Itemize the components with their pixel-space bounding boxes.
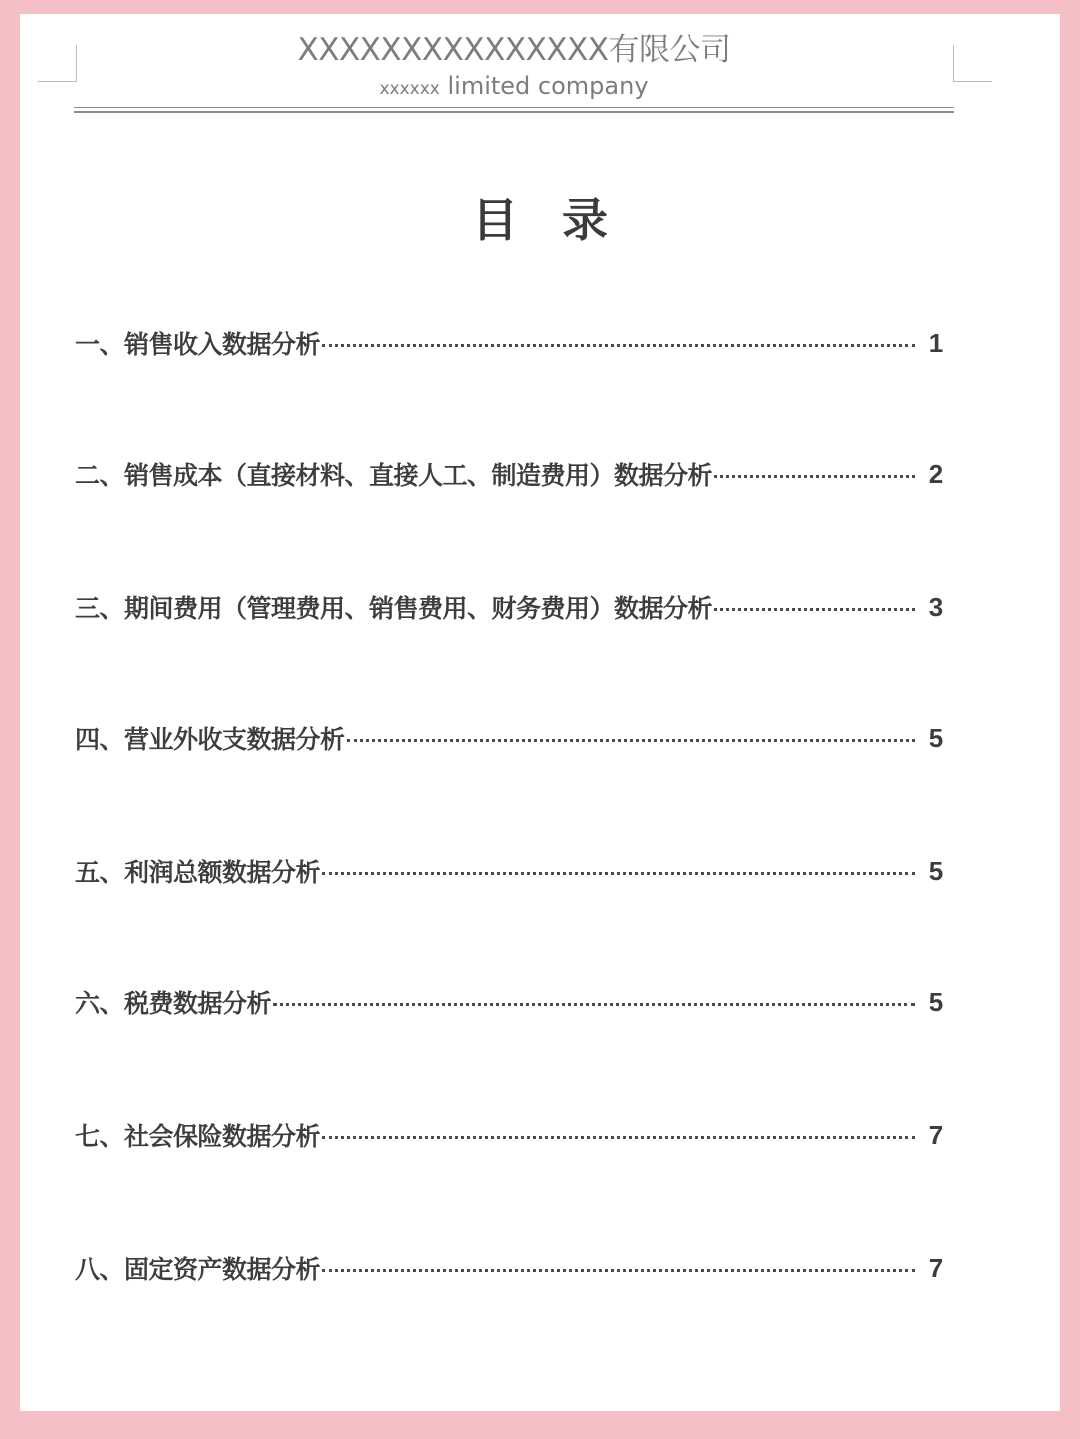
toc-entry[interactable] — [75, 589, 945, 625]
toc-entry[interactable] — [75, 853, 945, 889]
toc-dot-leader — [273, 1003, 915, 1006]
toc-entry-label: 八、固定资产数据分析 — [75, 1255, 321, 1284]
toc-entry-label: 五、利润总额数据分析 — [75, 858, 321, 887]
toc-entry-label: 二、销售成本（直接材料、直接人工、制造费用）数据分析 — [75, 461, 713, 490]
header-subtitle-prefix: xxxxxx — [379, 79, 440, 99]
toc-entry-page: 7 — [928, 1119, 944, 1150]
toc-entry-label: 六、税费数据分析 — [75, 989, 272, 1018]
toc-entry[interactable] — [75, 456, 945, 492]
toc-dot-leader — [714, 608, 915, 611]
header-corner-mark-left — [38, 45, 77, 82]
header-company-name: XXXXXXXXXXXXXXX有限公司 — [297, 32, 731, 68]
toc-entry-page: 3 — [928, 591, 944, 622]
toc-dot-leader — [322, 344, 915, 347]
toc-entry-page: 5 — [928, 855, 944, 886]
toc-dot-leader — [322, 1136, 915, 1139]
toc-entry[interactable] — [75, 325, 945, 361]
toc-entry[interactable] — [75, 720, 945, 756]
toc-dot-leader — [322, 872, 915, 875]
toc-entry[interactable] — [75, 1117, 945, 1153]
toc-entry-label: 三、期间费用（管理费用、销售费用、财务费用）数据分析 — [75, 594, 713, 623]
toc-entry-page: 1 — [928, 327, 944, 358]
toc-entry-page: 2 — [928, 458, 944, 489]
toc-entry-label: 七、社会保险数据分析 — [75, 1122, 321, 1151]
toc-dot-leader — [714, 475, 915, 478]
toc-entry[interactable] — [75, 1250, 945, 1286]
toc-list — [75, 14, 945, 1411]
toc-dot-leader — [322, 1269, 915, 1272]
toc-entry-page: 5 — [928, 986, 944, 1017]
document-page — [20, 14, 1060, 1411]
toc-entry-label: 四、营业外收支数据分析 — [75, 725, 345, 754]
toc-dot-leader — [347, 739, 915, 742]
toc-entry-page: 5 — [928, 722, 944, 753]
toc-entry-page: 7 — [928, 1252, 944, 1283]
toc-entry[interactable] — [75, 984, 945, 1020]
toc-entry-label: 一、销售收入数据分析 — [75, 330, 321, 359]
header-subtitle-rest: limited company — [447, 72, 649, 100]
toc-title: 目录 — [472, 193, 652, 247]
header-corner-mark-right — [953, 45, 992, 82]
